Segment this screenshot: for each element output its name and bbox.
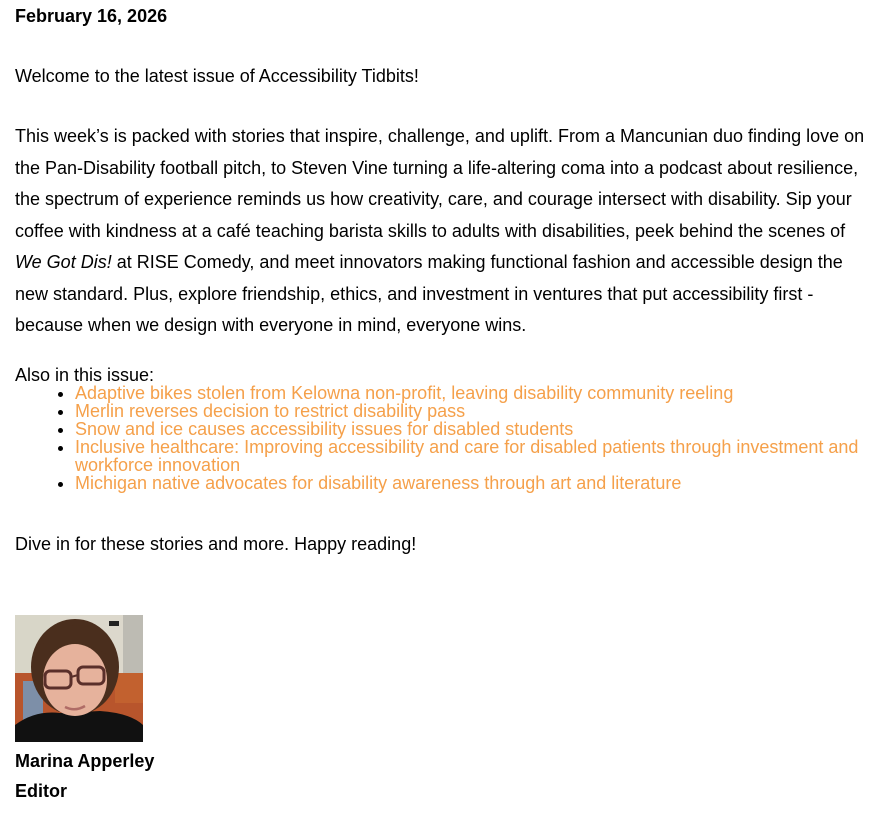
list-item (75, 402, 875, 420)
story-link-inclusive-healthcare[interactable]: Inclusive healthcare: Improving accessibility and care for disabled patients through investment and workforce innovation (75, 437, 859, 475)
editor-role: Editor (15, 781, 67, 801)
welcome-text: Welcome to the latest issue of Accessibility Tidbits! (15, 66, 419, 86)
story-link-adaptive-bikes[interactable]: Adaptive bikes stolen from Kelowna non-profit, leaving disability community reeling (75, 383, 734, 403)
editor-name: Marina Apperley (15, 751, 155, 771)
issue-date: February 16, 2026 (15, 6, 168, 26)
intro-text-part2: at RISE Comedy, and meet innovators making functional fashion and accessible design the new standard. Plus, explore friendship, ethics, and investment in ventures that put accessibility first - because when we design with everyone in mind, everyone wins. (15, 252, 843, 335)
also-in-this-issue (15, 366, 875, 492)
story-link-michigan-native[interactable]: Michigan native advocates for disability awareness through art and literature (75, 473, 682, 493)
also-label: Also in this issue: (15, 365, 155, 385)
list-item (75, 384, 875, 402)
list-item (75, 420, 875, 438)
list-item (75, 438, 875, 474)
show-title: We Got Dis! (15, 252, 112, 272)
story-link-list (15, 384, 875, 492)
editor-portrait-image (15, 615, 143, 742)
list-item (75, 474, 875, 492)
editor-photo (15, 615, 143, 742)
intro-text-part1: This week’s is packed with stories that inspire, challenge, and uplift. From a Mancunian duo finding love on the Pan-Disability football pitch, to Steven Vine turning a life-altering coma into a podcast about resilience, the spectrum of experience reminds us how creativity, care, and courage intersect with disability. Sip your coffee with kindness at a café teaching barista skills to adults with disabilities, peek behind the scenes of (15, 126, 865, 241)
story-link-merlin-pass[interactable]: Merlin reverses decision to restrict disability pass (75, 401, 466, 421)
intro-paragraph (15, 121, 875, 342)
story-link-snow-ice[interactable]: Snow and ice causes accessibility issues for disabled students (75, 419, 574, 439)
outro-text: Dive in for these stories and more. Happy reading! (15, 534, 417, 554)
